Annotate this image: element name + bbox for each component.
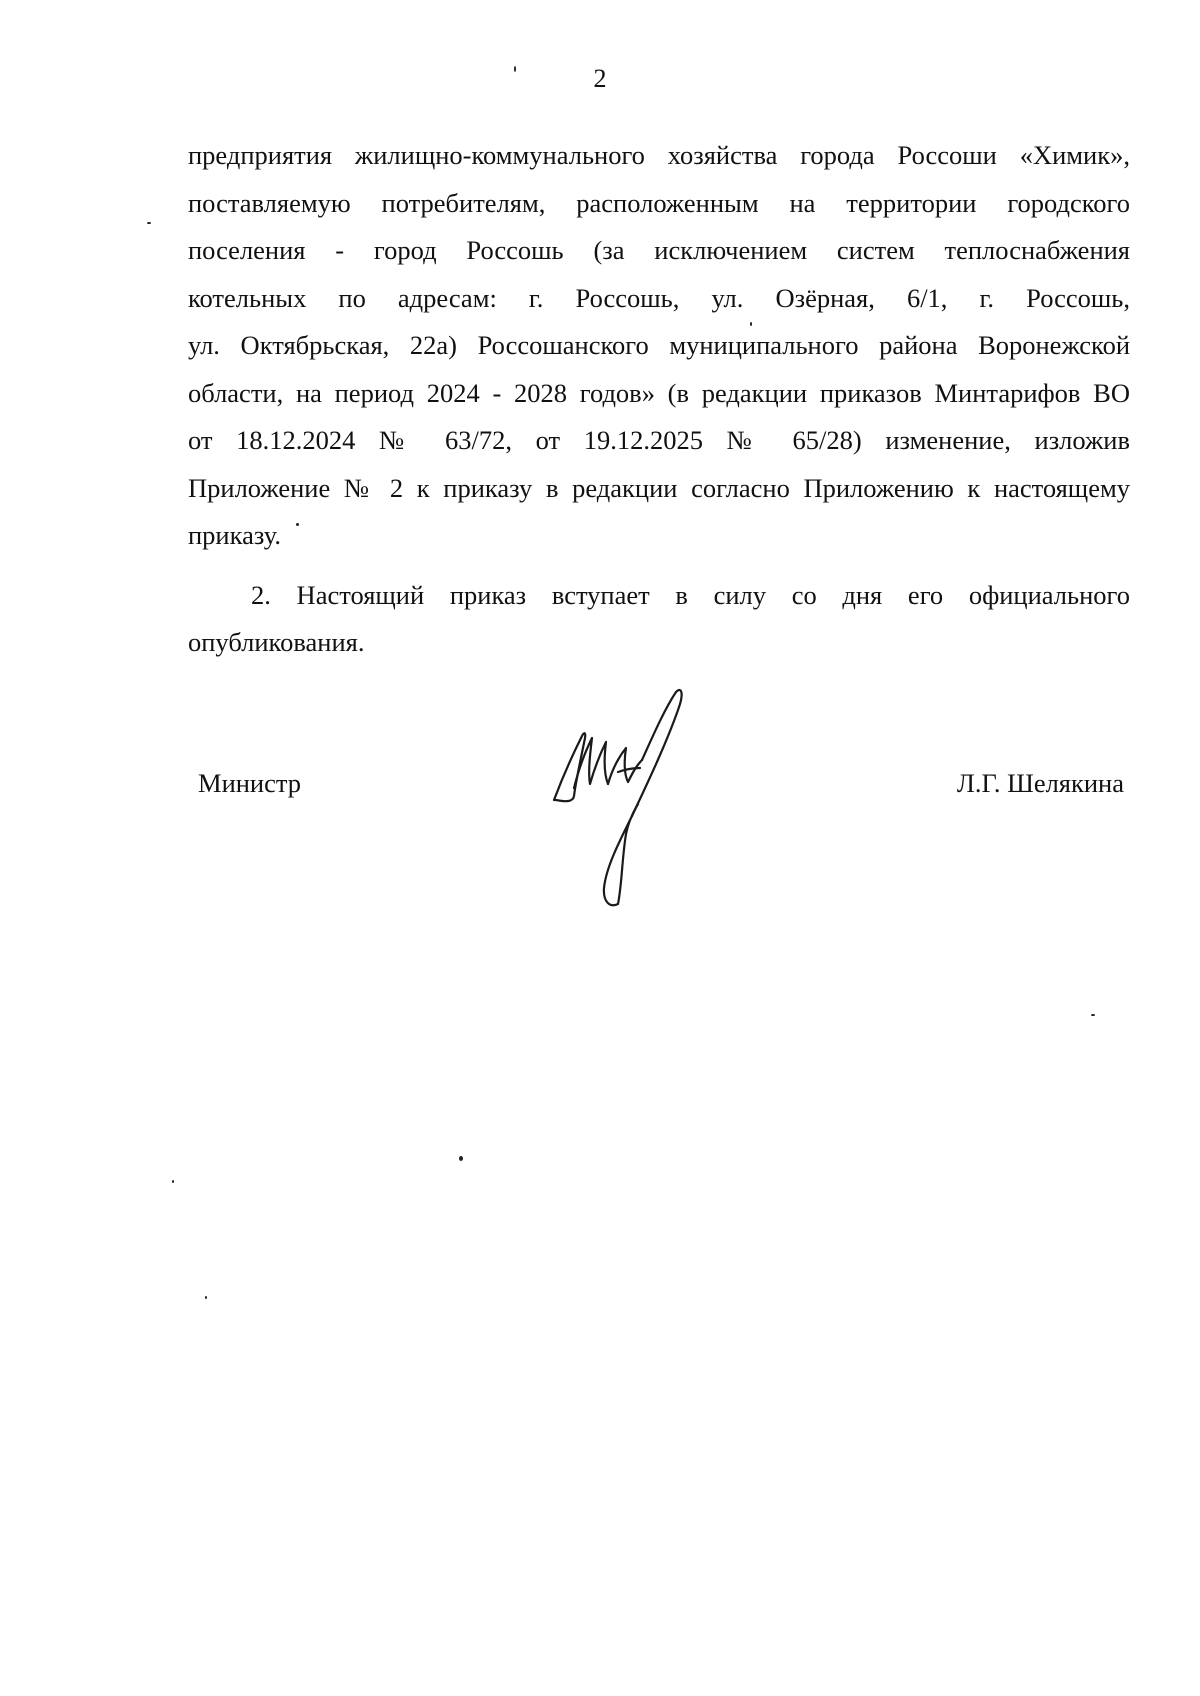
text-line: котельных по адресам: г. Россошь, ул. Озёрная, 6/1, г. Россошь, <box>188 282 1130 313</box>
scan-speck <box>172 1180 174 1183</box>
text-line: предприятия жилищно-коммунального хозяйства города Россоши «Химик», <box>188 140 1130 170</box>
paragraph-2 <box>188 572 1130 667</box>
text-line: поселения - город Россошь (за исключением систем теплоснабжения <box>188 235 1130 265</box>
signer-role: Министр <box>198 768 302 798</box>
text-line: опубликования. <box>188 627 365 657</box>
signer-name: Л.Г. Шелякина <box>956 768 1124 798</box>
signature-stroke <box>618 768 640 772</box>
text-line: 2. Настоящий приказ вступает в силу со дня его официального <box>251 579 1130 610</box>
text-line: приказу. <box>188 520 281 550</box>
text-line: области, на период 2024 - 2028 годов» (в редакции приказов Минтарифов ВО <box>188 377 1130 408</box>
scan-speck <box>205 1296 207 1299</box>
text-line: Приложение № 2 к приказу в редакции согласно Приложению к настоящему <box>188 472 1130 503</box>
text-line: от 18.12.2024 № 63/72, от 19.12.2025 № 65/28) изменение, изложив <box>188 425 1130 455</box>
signature-stroke <box>632 690 682 816</box>
signature-stroke <box>604 804 638 905</box>
scan-speck <box>296 523 299 526</box>
scan-speck <box>147 222 151 224</box>
handwritten-signature <box>548 688 708 910</box>
scan-speck <box>1091 1014 1095 1016</box>
page-number: 2 <box>593 64 607 93</box>
scan-speck <box>514 66 516 72</box>
text-line: поставляемую потребителям, расположенным на территории городского <box>188 187 1130 218</box>
paragraph-gap <box>188 560 1130 572</box>
paragraph-1 <box>188 132 1130 560</box>
document-body <box>188 132 1130 667</box>
scan-speck <box>459 1156 463 1161</box>
scan-speck <box>750 322 752 326</box>
signature-stroke <box>608 748 642 784</box>
text-line: ул. Октябрьская, 22а) Россошанского муниципального района Воронежской <box>188 330 1130 360</box>
